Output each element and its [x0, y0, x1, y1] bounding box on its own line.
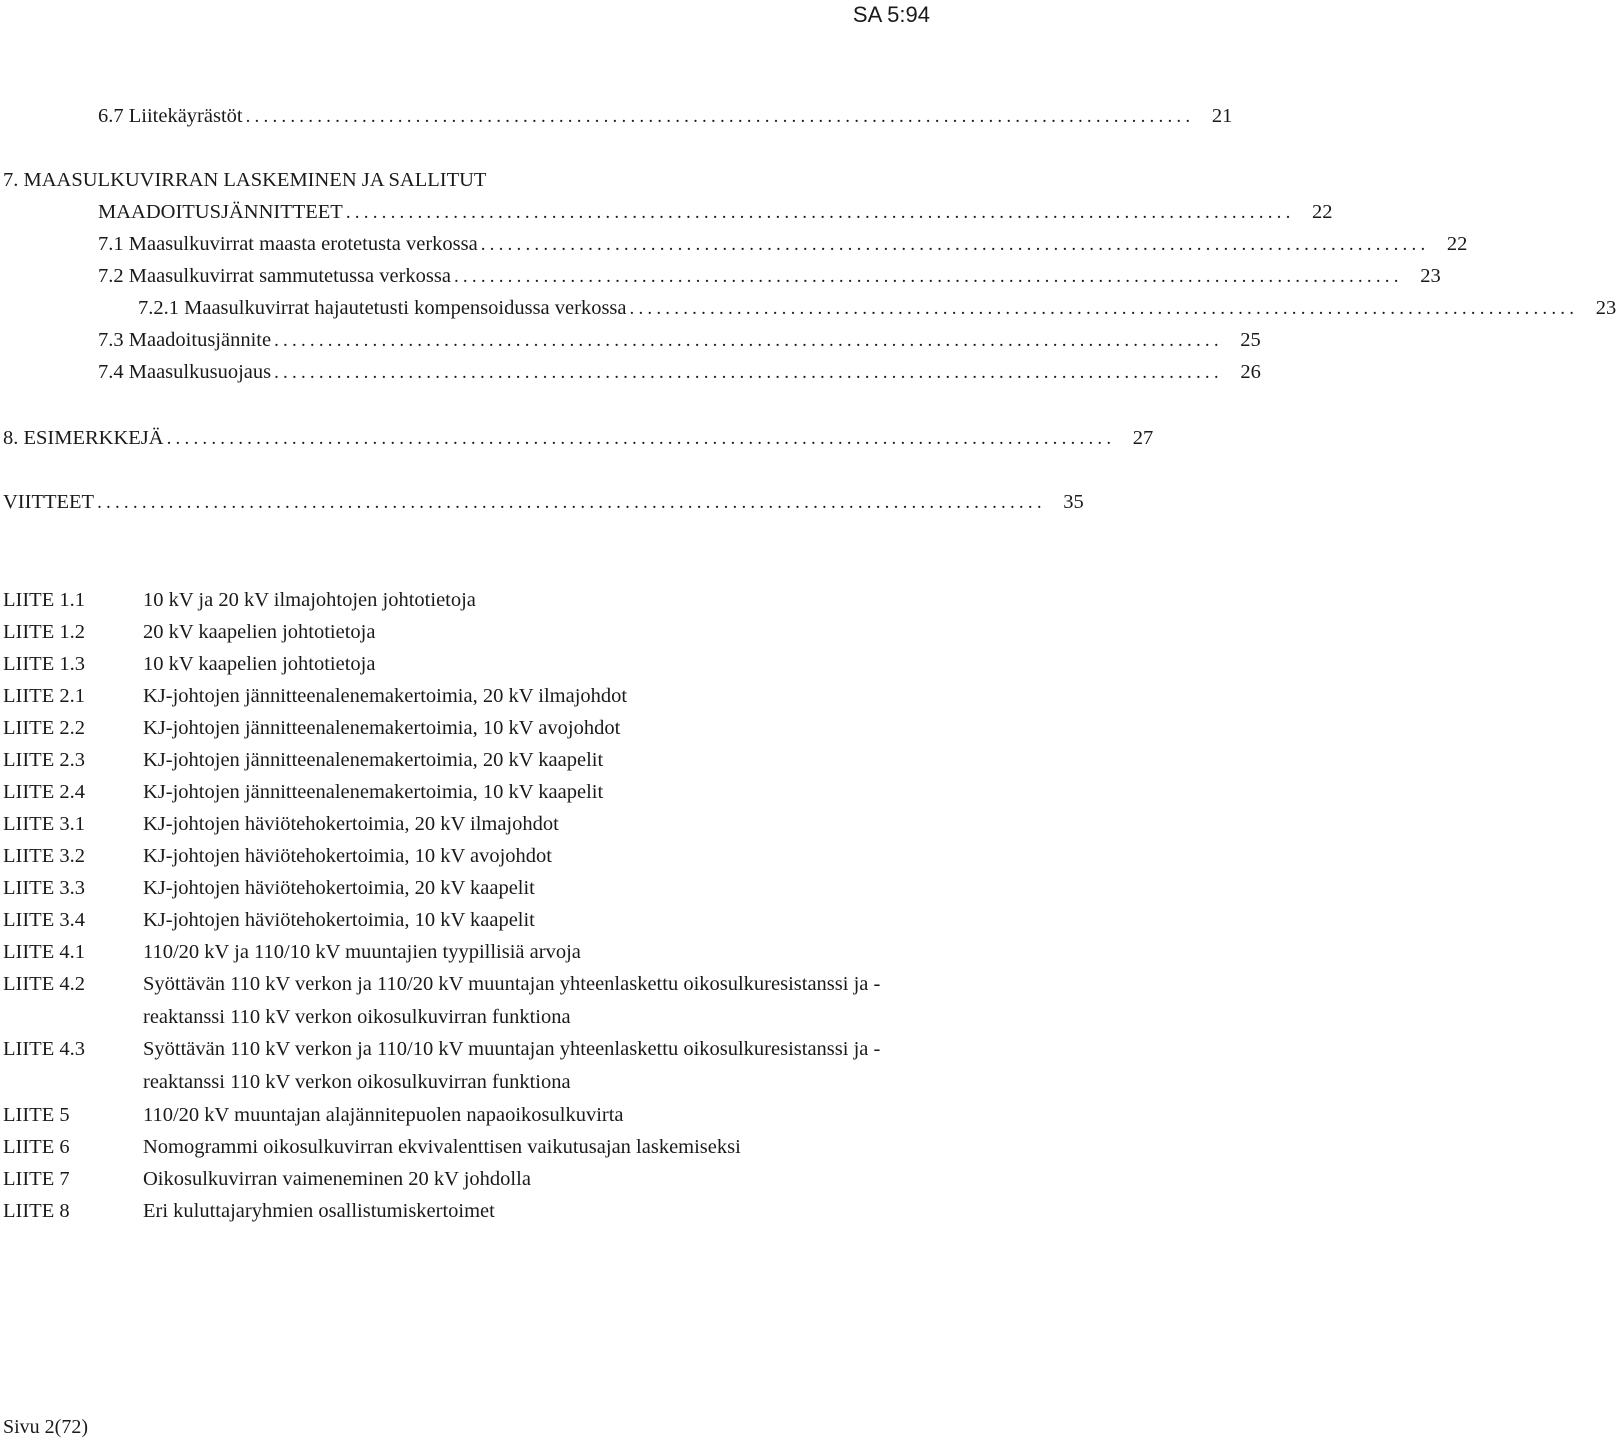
toc-dot-leader: ..........................................................................................................	[274, 362, 1223, 383]
appendix-description: Nomogrammi oikosulkuvirran ekvivalenttisen vaikutusajan laskemiseksi	[143, 1136, 741, 1158]
toc-entry-title: MAADOITUSJÄNNITTEET	[98, 201, 343, 223]
appendix-label: LIITE 4.3	[3, 1038, 85, 1060]
appendix-label: LIITE 6	[3, 1136, 70, 1158]
appendix-label: LIITE 2.3	[3, 749, 85, 771]
toc-entry-7-2	[98, 262, 1441, 290]
page-number: Sivu 2(72)	[3, 1416, 88, 1438]
toc-entry-title: 6.7 Liitekäyrästöt	[98, 105, 243, 127]
appendix-label: LIITE 2.4	[3, 781, 85, 803]
toc-entry-8	[3, 424, 1154, 452]
toc-dot-leader: ..........................................................................................................	[166, 428, 1116, 449]
appendix-description: KJ-johtojen jännitteenalenemakertoimia, 10 kV avojohdot	[143, 717, 621, 739]
toc-entry-title: VIITTEET	[3, 491, 95, 513]
appendix-label: LIITE 1.1	[3, 589, 85, 611]
appendix-label: LIITE 7	[3, 1168, 70, 1190]
toc-entry-title: 8. ESIMERKKEJÄ	[3, 427, 164, 449]
appendix-label: LIITE 3.3	[3, 877, 85, 899]
appendix-label: LIITE 3.4	[3, 909, 85, 931]
appendix-description: KJ-johtojen jännitteenalenemakertoimia, 20 kV kaapelit	[143, 749, 604, 771]
toc-dot-leader: ..........................................................................................................	[97, 492, 1046, 513]
toc-dot-leader: ..........................................................................................................	[274, 330, 1223, 351]
toc-entry-page: 25	[1240, 329, 1261, 351]
appendix-description: KJ-johtojen häviötehokertoimia, 10 kV avojohdot	[143, 845, 552, 867]
toc-dot-leader: ..........................................................................................................	[245, 106, 1195, 127]
toc-entry-page: 27	[1132, 427, 1154, 449]
toc-entry-6-7	[98, 102, 1233, 130]
appendix-description: KJ-johtojen häviötehokertoimia, 20 kV kaapelit	[143, 877, 535, 899]
toc-dot-leader: ..........................................................................................................	[629, 298, 1579, 319]
toc-entry-7-continued	[98, 198, 1333, 226]
toc-entry-7-2-1	[138, 294, 1616, 322]
toc-entry-title: 7.4 Maasulkusuojaus	[98, 361, 272, 383]
appendix-description: KJ-johtojen jännitteenalenemakertoimia, 20 kV ilmajohdot	[143, 685, 628, 707]
toc-entry-page: 22	[1446, 233, 1468, 255]
appendix-description: 110/20 kV ja 110/10 kV muuntajien tyypillisiä arvoja	[143, 941, 581, 963]
toc-entry-title: 7.3 Maadoitusjännite	[98, 329, 272, 351]
appendix-description: KJ-johtojen jännitteenalenemakertoimia, 10 kV kaapelit	[143, 781, 604, 803]
toc-entry-title: 7.2 Maasulkuvirrat sammutetussa verkossa	[98, 265, 451, 287]
appendix-description: Oikosulkuvirran vaimeneminen 20 kV johdolla	[143, 1168, 531, 1190]
appendix-description: KJ-johtojen häviötehokertoimia, 20 kV ilmajohdot	[143, 813, 559, 835]
appendix-description: KJ-johtojen häviötehokertoimia, 10 kV kaapelit	[143, 909, 535, 931]
toc-entry-viitteet	[3, 488, 1084, 516]
appendix-label: LIITE 3.1	[3, 813, 85, 835]
toc-dot-leader: ..........................................................................................................	[345, 202, 1295, 223]
toc-entry-page: 21	[1211, 105, 1233, 127]
toc-entry-page: 26	[1240, 361, 1261, 383]
appendix-label: LIITE 3.2	[3, 845, 85, 867]
appendix-description: 10 kV ja 20 kV ilmajohtojen johtotietoja	[143, 589, 476, 611]
appendix-label: LIITE 2.2	[3, 717, 85, 739]
toc-entry-page: 23	[1420, 265, 1441, 287]
appendix-description: Eri kuluttajaryhmien osallistumiskertoimet	[143, 1200, 495, 1222]
appendix-description: 110/20 kV muuntajan alajännitepuolen napaoikosulkuvirta	[143, 1104, 624, 1126]
toc-entry-page: 22	[1312, 201, 1333, 223]
toc-entry-page: 35	[1063, 491, 1084, 513]
appendix-label: LIITE 1.3	[3, 653, 85, 675]
appendix-label: LIITE 5	[3, 1104, 70, 1126]
document-code: SA 5:94	[852, 2, 930, 27]
appendix-label: LIITE 2.1	[3, 685, 85, 707]
appendix-description: Syöttävän 110 kV verkon ja 110/20 kV muuntajan yhteenlaskettu oikosulkuresistanssi ja -reaktanssi 110 kV verkon oikosulkuvirran funktiona	[143, 973, 881, 1028]
appendix-label: LIITE 8	[3, 1200, 70, 1222]
toc-dot-leader: ..........................................................................................................	[480, 234, 1430, 255]
toc-entry-title: 7.2.1 Maasulkuvirrat hajautetusti kompensoidussa verkossa	[138, 297, 627, 319]
toc-chapter-7-title: 7. MAASULKUVIRRAN LASKEMINEN JA SALLITUT	[3, 169, 487, 191]
toc-dot-leader: ..........................................................................................................	[453, 266, 1403, 287]
appendix-description: 20 kV kaapelien johtotietoja	[143, 621, 376, 643]
toc-entry-7-4	[98, 358, 1261, 386]
appendix-label: LIITE 4.1	[3, 941, 85, 963]
appendix-description: Syöttävän 110 kV verkon ja 110/10 kV muuntajan yhteenlaskettu oikosulkuresistanssi ja -reaktanssi 110 kV verkon oikosulkuvirran funktiona	[143, 1038, 881, 1093]
toc-entry-title: 7.1 Maasulkuvirrat maasta erotetusta verkossa	[98, 233, 478, 255]
appendix-label: LIITE 4.2	[3, 973, 85, 995]
appendix-label: LIITE 1.2	[3, 621, 85, 643]
toc-entry-7-1	[98, 230, 1468, 258]
toc-entry-page: 23	[1595, 297, 1616, 319]
appendix-description: 10 kV kaapelien johtotietoja	[143, 653, 376, 675]
toc-entry-7-3	[98, 326, 1261, 354]
